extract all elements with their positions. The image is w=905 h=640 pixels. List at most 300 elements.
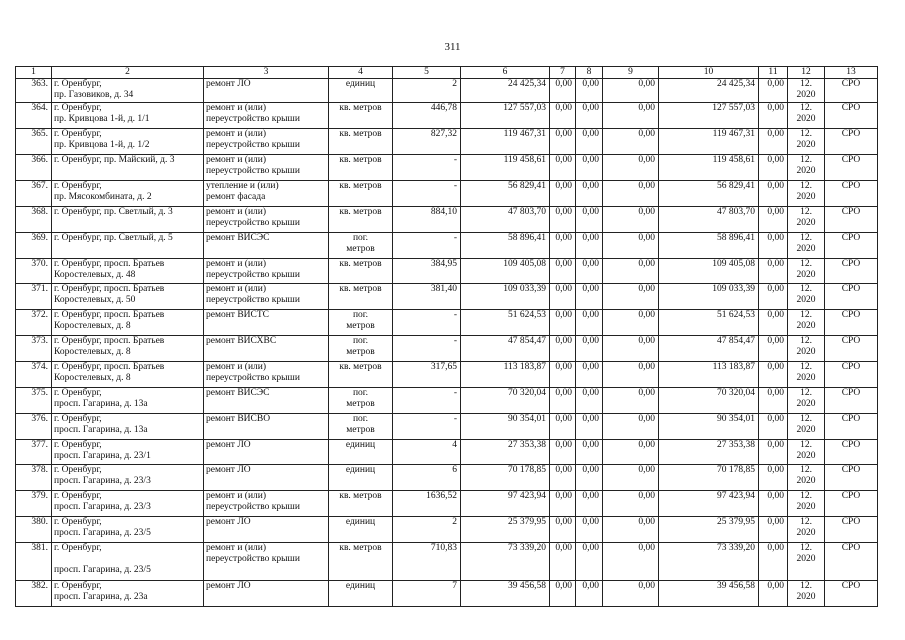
date-cell bbox=[788, 465, 825, 491]
unit-cell-line: кв. метров bbox=[339, 362, 382, 372]
unit-cell bbox=[329, 336, 393, 362]
work-type-cell-line: ремонт ЛО bbox=[206, 440, 251, 450]
col7-cell: 0,00 bbox=[550, 103, 576, 129]
col11-cell: 0,00 bbox=[759, 207, 788, 233]
work-type-cell bbox=[204, 362, 329, 388]
col9-cell: 0,00 bbox=[603, 259, 659, 284]
address-cell bbox=[52, 362, 204, 388]
date-cell-line: 12. bbox=[800, 581, 812, 591]
work-type-cell-line: ремонт и (или) bbox=[206, 259, 267, 269]
method-cell: СРО bbox=[825, 284, 878, 310]
method-cell: СРО bbox=[825, 310, 878, 336]
work-type-cell-line: переустройство крыши bbox=[206, 373, 300, 383]
fund-cost-cell: 97 423,94 bbox=[659, 491, 759, 517]
table-row bbox=[16, 491, 878, 517]
row-number: 374. bbox=[16, 362, 52, 388]
row-number: 364. bbox=[16, 103, 52, 129]
unit-cell bbox=[329, 517, 393, 543]
address-cell-line: г. Оренбург, пр. Майский, д. 3 bbox=[54, 155, 175, 165]
unit-cell bbox=[329, 103, 393, 129]
address-cell-line: г. Оренбург, bbox=[54, 517, 102, 527]
unit-cell-line: пог. bbox=[352, 414, 369, 424]
method-cell: СРО bbox=[825, 414, 878, 440]
total-cost-cell: 56 829,41 bbox=[461, 181, 550, 207]
column-number-1: 1 bbox=[16, 67, 52, 79]
quantity-cell: 710,83 bbox=[393, 543, 461, 581]
row-number: 371. bbox=[16, 284, 52, 310]
col9-cell: 0,00 bbox=[603, 103, 659, 129]
unit-cell-line: метров bbox=[346, 425, 375, 435]
date-cell-line: 2020 bbox=[796, 554, 816, 564]
quantity-cell: 2 bbox=[393, 517, 461, 543]
address-cell-line: Коростелевых, д. 50 bbox=[54, 295, 136, 305]
fund-cost-cell: 47 854,47 bbox=[659, 336, 759, 362]
fund-cost-cell: 119 467,31 bbox=[659, 129, 759, 155]
address-cell-line: Коростелевых, д. 48 bbox=[54, 270, 136, 280]
work-type-cell bbox=[204, 491, 329, 517]
address-cell bbox=[52, 310, 204, 336]
col8-cell: 0,00 bbox=[576, 414, 603, 440]
col8-cell: 0,00 bbox=[576, 181, 603, 207]
address-cell-line: г. Оренбург, просп. Братьев bbox=[54, 310, 165, 320]
date-cell-line: 2020 bbox=[796, 476, 816, 486]
col11-cell: 0,00 bbox=[759, 181, 788, 207]
quantity-cell: - bbox=[393, 310, 461, 336]
unit-cell-line: кв. метров bbox=[339, 491, 382, 501]
method-cell: СРО bbox=[825, 543, 878, 581]
date-cell-line: 2020 bbox=[796, 244, 816, 254]
col7-cell: 0,00 bbox=[550, 414, 576, 440]
work-type-cell bbox=[204, 465, 329, 491]
unit-cell-line: пог. bbox=[352, 310, 369, 320]
fund-cost-cell: 70 178,85 bbox=[659, 465, 759, 491]
method-cell: СРО bbox=[825, 233, 878, 259]
method-cell: СРО bbox=[825, 362, 878, 388]
address-cell-line: г. Оренбург, bbox=[54, 543, 102, 553]
page-number: 311 bbox=[444, 41, 461, 53]
unit-cell bbox=[329, 207, 393, 233]
column-number-7: 7 bbox=[550, 67, 576, 79]
quantity-cell: 2 bbox=[393, 79, 461, 103]
table-row bbox=[16, 465, 878, 491]
work-type-cell bbox=[204, 207, 329, 233]
fund-cost-cell: 119 458,61 bbox=[659, 155, 759, 181]
total-cost-cell: 24 425,34 bbox=[461, 79, 550, 103]
quantity-cell: 827,32 bbox=[393, 129, 461, 155]
unit-cell bbox=[329, 491, 393, 517]
date-cell-line: 2020 bbox=[796, 114, 816, 124]
date-cell-line: 2020 bbox=[796, 270, 816, 280]
date-cell-line: 12. bbox=[800, 517, 812, 527]
col11-cell: 0,00 bbox=[759, 440, 788, 465]
table-row bbox=[16, 310, 878, 336]
table-row bbox=[16, 581, 878, 607]
unit-cell-line: кв. метров bbox=[339, 543, 382, 553]
work-type-cell bbox=[204, 414, 329, 440]
address-cell-line: Коростелевых, д. 8 bbox=[54, 347, 131, 357]
address-cell-line: пр. Кривцова 1-й, д. 1/1 bbox=[54, 114, 150, 124]
unit-cell-line: кв. метров bbox=[339, 155, 382, 165]
address-cell-line: г. Оренбург, bbox=[54, 491, 102, 501]
method-cell: СРО bbox=[825, 336, 878, 362]
col7-cell: 0,00 bbox=[550, 440, 576, 465]
unit-cell bbox=[329, 155, 393, 181]
date-cell bbox=[788, 155, 825, 181]
unit-cell bbox=[329, 259, 393, 284]
table-row bbox=[16, 284, 878, 310]
unit-cell-line: единиц bbox=[345, 517, 376, 527]
date-cell bbox=[788, 207, 825, 233]
work-type-cell bbox=[204, 284, 329, 310]
column-number-3: 3 bbox=[204, 67, 329, 79]
date-cell-line: 2020 bbox=[796, 592, 816, 602]
table-body bbox=[16, 79, 878, 607]
address-cell bbox=[52, 440, 204, 465]
unit-cell bbox=[329, 284, 393, 310]
total-cost-cell: 113 183,87 bbox=[461, 362, 550, 388]
address-cell bbox=[52, 129, 204, 155]
date-cell bbox=[788, 440, 825, 465]
date-cell-line: 12. bbox=[800, 336, 812, 346]
date-cell-line: 12. bbox=[800, 233, 812, 243]
fund-cost-cell: 39 456,58 bbox=[659, 581, 759, 607]
quantity-cell: 1636,52 bbox=[393, 491, 461, 517]
address-cell-line: просп. Гагарина, д. 23/1 bbox=[54, 451, 151, 461]
unit-cell-line: единиц bbox=[345, 581, 376, 591]
column-number-5: 5 bbox=[393, 67, 461, 79]
table-row bbox=[16, 259, 878, 284]
unit-cell-line: единиц bbox=[345, 465, 376, 475]
unit-cell bbox=[329, 543, 393, 581]
address-cell bbox=[52, 103, 204, 129]
unit-cell bbox=[329, 129, 393, 155]
col9-cell: 0,00 bbox=[603, 543, 659, 581]
unit-cell bbox=[329, 310, 393, 336]
table-row bbox=[16, 233, 878, 259]
table-row bbox=[16, 517, 878, 543]
address-cell bbox=[52, 79, 204, 103]
col8-cell: 0,00 bbox=[576, 129, 603, 155]
work-type-cell-line: ремонт ВИСВО bbox=[206, 414, 271, 424]
total-cost-cell: 47 803,70 bbox=[461, 207, 550, 233]
date-cell-line: 12. bbox=[800, 491, 812, 501]
fund-cost-cell: 90 354,01 bbox=[659, 414, 759, 440]
fund-cost-cell: 56 829,41 bbox=[659, 181, 759, 207]
column-number-4: 4 bbox=[329, 67, 393, 79]
total-cost-cell: 97 423,94 bbox=[461, 491, 550, 517]
row-number: 379. bbox=[16, 491, 52, 517]
method-cell: СРО bbox=[825, 103, 878, 129]
col9-cell: 0,00 bbox=[603, 440, 659, 465]
work-type-cell-line: ремонт и (или) bbox=[206, 129, 267, 139]
col9-cell: 0,00 bbox=[603, 181, 659, 207]
unit-cell bbox=[329, 79, 393, 103]
repair-schedule-table bbox=[15, 66, 878, 607]
col11-cell: 0,00 bbox=[759, 581, 788, 607]
date-cell bbox=[788, 388, 825, 414]
col7-cell: 0,00 bbox=[550, 181, 576, 207]
unit-cell bbox=[329, 414, 393, 440]
total-cost-cell: 25 379,95 bbox=[461, 517, 550, 543]
address-cell-line: пр. Кривцова 1-й, д. 1/2 bbox=[54, 140, 150, 150]
col11-cell: 0,00 bbox=[759, 155, 788, 181]
work-type-cell bbox=[204, 129, 329, 155]
work-type-cell-line: ремонт и (или) bbox=[206, 284, 267, 294]
quantity-cell: 4 bbox=[393, 440, 461, 465]
date-cell-line: 12. bbox=[800, 155, 812, 165]
method-cell: СРО bbox=[825, 491, 878, 517]
quantity-cell: 7 bbox=[393, 581, 461, 607]
date-cell-line: 2020 bbox=[796, 295, 816, 305]
col9-cell: 0,00 bbox=[603, 79, 659, 103]
row-number: 373. bbox=[16, 336, 52, 362]
work-type-cell-line: переустройство крыши bbox=[206, 295, 300, 305]
col7-cell: 0,00 bbox=[550, 517, 576, 543]
table-row bbox=[16, 79, 878, 103]
address-cell-line: г. Оренбург, пр. Светлый, д. 3 bbox=[54, 207, 173, 217]
address-cell bbox=[52, 414, 204, 440]
address-cell bbox=[52, 155, 204, 181]
fund-cost-cell: 27 353,38 bbox=[659, 440, 759, 465]
address-cell-line: Коростелевых, д. 8 bbox=[54, 373, 131, 383]
col11-cell: 0,00 bbox=[759, 491, 788, 517]
col7-cell: 0,00 bbox=[550, 155, 576, 181]
work-type-cell-line: ремонт ЛО bbox=[206, 517, 251, 527]
address-cell-line: просп. Гагарина, д. 13а bbox=[54, 425, 148, 435]
col8-cell: 0,00 bbox=[576, 259, 603, 284]
column-number-11: 11 bbox=[759, 67, 788, 79]
col9-cell: 0,00 bbox=[603, 388, 659, 414]
col8-cell: 0,00 bbox=[576, 388, 603, 414]
work-type-cell-line: переустройство крыши bbox=[206, 140, 300, 150]
quantity-cell: - bbox=[393, 336, 461, 362]
date-cell-line: 12. bbox=[800, 465, 812, 475]
method-cell: СРО bbox=[825, 207, 878, 233]
table-row bbox=[16, 155, 878, 181]
date-cell-line: 2020 bbox=[796, 90, 816, 100]
work-type-cell bbox=[204, 543, 329, 581]
work-type-cell bbox=[204, 440, 329, 465]
date-cell-line: 12. bbox=[800, 181, 812, 191]
address-cell-line: просп. Гагарина, д. 23/3 bbox=[54, 476, 151, 486]
total-cost-cell: 119 458,61 bbox=[461, 155, 550, 181]
method-cell: СРО bbox=[825, 517, 878, 543]
unit-cell-line: единиц bbox=[345, 79, 376, 89]
row-number: 365. bbox=[16, 129, 52, 155]
total-cost-cell: 27 353,38 bbox=[461, 440, 550, 465]
col9-cell: 0,00 bbox=[603, 207, 659, 233]
col9-cell: 0,00 bbox=[603, 362, 659, 388]
work-type-cell bbox=[204, 517, 329, 543]
col9-cell: 0,00 bbox=[603, 491, 659, 517]
date-cell-line: 12. bbox=[800, 129, 812, 139]
work-type-cell-line: утепление и (или) bbox=[206, 181, 279, 191]
unit-cell-line: метров bbox=[346, 321, 375, 331]
method-cell: СРО bbox=[825, 129, 878, 155]
total-cost-cell: 73 339,20 bbox=[461, 543, 550, 581]
fund-cost-cell: 24 425,34 bbox=[659, 79, 759, 103]
col8-cell: 0,00 bbox=[576, 543, 603, 581]
address-cell bbox=[52, 259, 204, 284]
date-cell-line: 12. bbox=[800, 388, 812, 398]
address-cell bbox=[52, 517, 204, 543]
quantity-cell: - bbox=[393, 155, 461, 181]
fund-cost-cell: 109 405,08 bbox=[659, 259, 759, 284]
unit-cell-line: кв. метров bbox=[339, 103, 382, 113]
work-type-cell-line: ремонт и (или) bbox=[206, 491, 267, 501]
unit-cell-line: кв. метров bbox=[339, 259, 382, 269]
address-cell-line: просп. Гагарина, д. 13а bbox=[54, 399, 148, 409]
method-cell: СРО bbox=[825, 388, 878, 414]
work-type-cell-line: ремонт ВИСЭС bbox=[206, 233, 270, 243]
col7-cell: 0,00 bbox=[550, 233, 576, 259]
date-cell bbox=[788, 581, 825, 607]
col8-cell: 0,00 bbox=[576, 465, 603, 491]
col11-cell: 0,00 bbox=[759, 414, 788, 440]
address-cell-line: г. Оренбург, bbox=[54, 181, 102, 191]
fund-cost-cell: 47 803,70 bbox=[659, 207, 759, 233]
col7-cell: 0,00 bbox=[550, 543, 576, 581]
column-number-12: 12 bbox=[788, 67, 825, 79]
quantity-cell: - bbox=[393, 388, 461, 414]
fund-cost-cell: 58 896,41 bbox=[659, 233, 759, 259]
method-cell: СРО bbox=[825, 155, 878, 181]
work-type-cell bbox=[204, 79, 329, 103]
row-number: 382. bbox=[16, 581, 52, 607]
row-number: 377. bbox=[16, 440, 52, 465]
col8-cell: 0,00 bbox=[576, 336, 603, 362]
quantity-cell: - bbox=[393, 233, 461, 259]
fund-cost-cell: 51 624,53 bbox=[659, 310, 759, 336]
date-cell bbox=[788, 129, 825, 155]
column-number-2: 2 bbox=[52, 67, 204, 79]
row-number: 381. bbox=[16, 543, 52, 581]
col7-cell: 0,00 bbox=[550, 284, 576, 310]
unit-cell-line: пог. bbox=[352, 388, 369, 398]
work-type-cell-line: ремонт ЛО bbox=[206, 581, 251, 591]
column-number-9: 9 bbox=[603, 67, 659, 79]
table-row bbox=[16, 181, 878, 207]
quantity-cell: 446,78 bbox=[393, 103, 461, 129]
fund-cost-cell: 70 320,04 bbox=[659, 388, 759, 414]
work-type-cell-line: переустройство крыши bbox=[206, 166, 300, 176]
column-number-10: 10 bbox=[659, 67, 759, 79]
col8-cell: 0,00 bbox=[576, 581, 603, 607]
column-number-8: 8 bbox=[576, 67, 603, 79]
col9-cell: 0,00 bbox=[603, 465, 659, 491]
row-number: 367. bbox=[16, 181, 52, 207]
col8-cell: 0,00 bbox=[576, 155, 603, 181]
date-cell-line: 2020 bbox=[796, 166, 816, 176]
date-cell-line: 12. bbox=[800, 207, 812, 217]
fund-cost-cell: 113 183,87 bbox=[659, 362, 759, 388]
col8-cell: 0,00 bbox=[576, 233, 603, 259]
quantity-cell: 381,40 bbox=[393, 284, 461, 310]
fund-cost-cell: 25 379,95 bbox=[659, 517, 759, 543]
date-cell-line: 12. bbox=[800, 259, 812, 269]
unit-cell bbox=[329, 181, 393, 207]
col8-cell: 0,00 bbox=[576, 207, 603, 233]
col9-cell: 0,00 bbox=[603, 310, 659, 336]
col9-cell: 0,00 bbox=[603, 336, 659, 362]
address-cell-line: просп. Гагарина, д. 23/3 bbox=[54, 502, 151, 512]
date-cell bbox=[788, 543, 825, 581]
work-type-cell-line: ремонт ВИСХВС bbox=[206, 336, 277, 346]
total-cost-cell: 70 178,85 bbox=[461, 465, 550, 491]
address-cell bbox=[52, 491, 204, 517]
date-cell-line: 12. bbox=[800, 79, 812, 89]
total-cost-cell: 127 557,03 bbox=[461, 103, 550, 129]
unit-cell-line: кв. метров bbox=[339, 207, 382, 217]
col7-cell: 0,00 bbox=[550, 465, 576, 491]
unit-cell-line: пог. bbox=[352, 336, 369, 346]
work-type-cell-line: переустройство крыши bbox=[206, 218, 300, 228]
col11-cell: 0,00 bbox=[759, 517, 788, 543]
col7-cell: 0,00 bbox=[550, 581, 576, 607]
unit-cell-line: пог. bbox=[352, 233, 369, 243]
table-row bbox=[16, 388, 878, 414]
date-cell bbox=[788, 414, 825, 440]
date-cell-line: 2020 bbox=[796, 218, 816, 228]
address-cell bbox=[52, 543, 204, 581]
col7-cell: 0,00 bbox=[550, 79, 576, 103]
date-cell-line: 2020 bbox=[796, 502, 816, 512]
col8-cell: 0,00 bbox=[576, 517, 603, 543]
date-cell-line: 12. bbox=[800, 103, 812, 113]
date-cell bbox=[788, 181, 825, 207]
col11-cell: 0,00 bbox=[759, 129, 788, 155]
date-cell-line: 12. bbox=[800, 440, 812, 450]
address-cell-line: просп. Гагарина, д. 23а bbox=[54, 592, 148, 602]
table-row bbox=[16, 362, 878, 388]
col7-cell: 0,00 bbox=[550, 336, 576, 362]
work-type-cell-line: ремонт и (или) bbox=[206, 362, 267, 372]
row-number: 378. bbox=[16, 465, 52, 491]
col11-cell: 0,00 bbox=[759, 465, 788, 491]
date-cell-line: 12. bbox=[800, 543, 812, 553]
date-cell-line: 2020 bbox=[796, 528, 816, 538]
col7-cell: 0,00 bbox=[550, 310, 576, 336]
col8-cell: 0,00 bbox=[576, 440, 603, 465]
col11-cell: 0,00 bbox=[759, 259, 788, 284]
date-cell-line: 2020 bbox=[796, 399, 816, 409]
unit-cell bbox=[329, 440, 393, 465]
date-cell-line: 2020 bbox=[796, 321, 816, 331]
date-cell-line: 12. bbox=[800, 414, 812, 424]
col7-cell: 0,00 bbox=[550, 207, 576, 233]
address-cell-line bbox=[54, 554, 201, 565]
table-row bbox=[16, 103, 878, 129]
unit-cell-line: кв. метров bbox=[339, 284, 382, 294]
quantity-cell: 384,95 bbox=[393, 259, 461, 284]
col8-cell: 0,00 bbox=[576, 284, 603, 310]
unit-cell bbox=[329, 362, 393, 388]
date-cell-line: 2020 bbox=[796, 347, 816, 357]
row-number: 372. bbox=[16, 310, 52, 336]
table-row bbox=[16, 414, 878, 440]
work-type-cell-line: ремонт и (или) bbox=[206, 207, 267, 217]
quantity-cell: - bbox=[393, 414, 461, 440]
total-cost-cell: 39 456,58 bbox=[461, 581, 550, 607]
work-type-cell-line: ремонт и (или) bbox=[206, 543, 267, 553]
col7-cell: 0,00 bbox=[550, 362, 576, 388]
unit-cell bbox=[329, 465, 393, 491]
address-cell-line: г. Оренбург, пр. Светлый, д. 5 bbox=[54, 233, 173, 243]
unit-cell-line: метров bbox=[346, 347, 375, 357]
unit-cell-line: кв. метров bbox=[339, 129, 382, 139]
work-type-cell-line: ремонт ЛО bbox=[206, 79, 251, 89]
date-cell bbox=[788, 336, 825, 362]
